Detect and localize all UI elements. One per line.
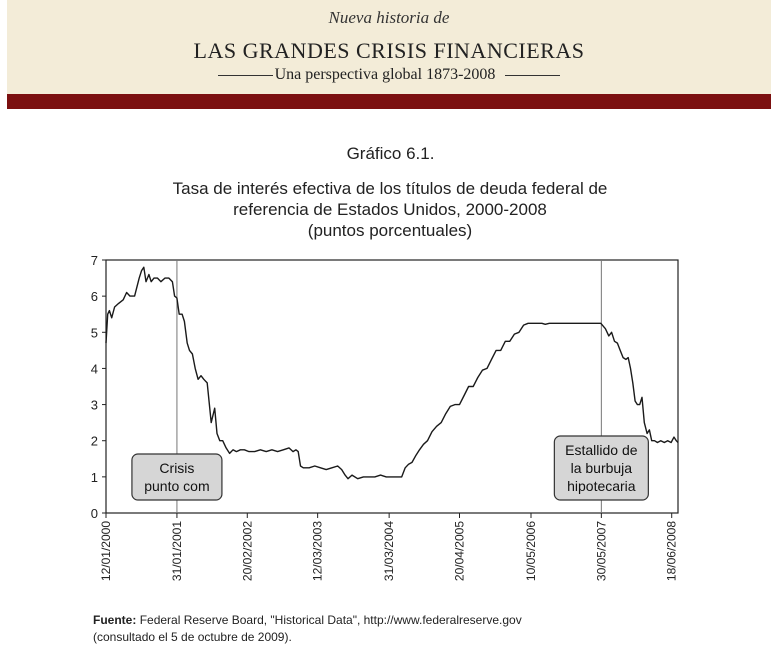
x-tick-label: 12/03/2003 [310,521,325,582]
y-tick-label: 6 [90,289,98,305]
annotation-text: Estallido de [565,442,638,458]
y-tick-label: 0 [90,506,98,521]
series-title: Nueva historia de [328,8,450,27]
book-subtitle-text: Una perspectiva global 1873-2008 [274,66,496,83]
y-tick-label: 2 [90,433,98,449]
figure-title-line: (puntos porcentuales) [307,221,473,240]
x-tick-label: 18/06/2008 [664,521,679,582]
y-tick-label: 5 [90,325,98,341]
figure-title-line: Tasa de interés efectiva de los títulos de deuda federal de [172,179,608,198]
figure-label: Gráfico 6.1. [346,144,435,163]
source-text: Federal Reserve Board, "Historical Data", http://www.federalreserve.gov [139,613,522,627]
x-tick-label: 12/01/2000 [99,521,113,582]
annotation-text: punto com [144,478,210,494]
x-tick-label: 10/05/2006 [523,521,538,582]
y-tick-label: 7 [90,253,98,268]
figure-title-line: referencia de Estados Unidos, 2000-2008 [233,200,547,219]
y-tick-label: 3 [90,397,98,413]
x-tick-label: 20/02/2002 [240,521,255,582]
y-tick-label: 4 [90,361,98,377]
annotation-text: Crisis [159,460,195,476]
source-note [93,612,522,646]
source-label: Fuente: [93,613,137,627]
y-tick-label: 1 [90,469,98,485]
x-tick-label: 20/04/2005 [452,521,467,582]
x-tick-label: 31/01/2001 [169,521,184,582]
annotation-text: hipotecaria [567,478,636,494]
annotation-text: la burbuja [570,460,633,476]
source-date: (consultado el 5 de octubre de 2009). [93,630,292,644]
book-title: LAS GRANDES CRISIS FINANCIERAS [193,38,585,63]
x-tick-label: 30/05/2007 [594,521,609,582]
x-tick-label: 31/03/2004 [382,521,397,582]
